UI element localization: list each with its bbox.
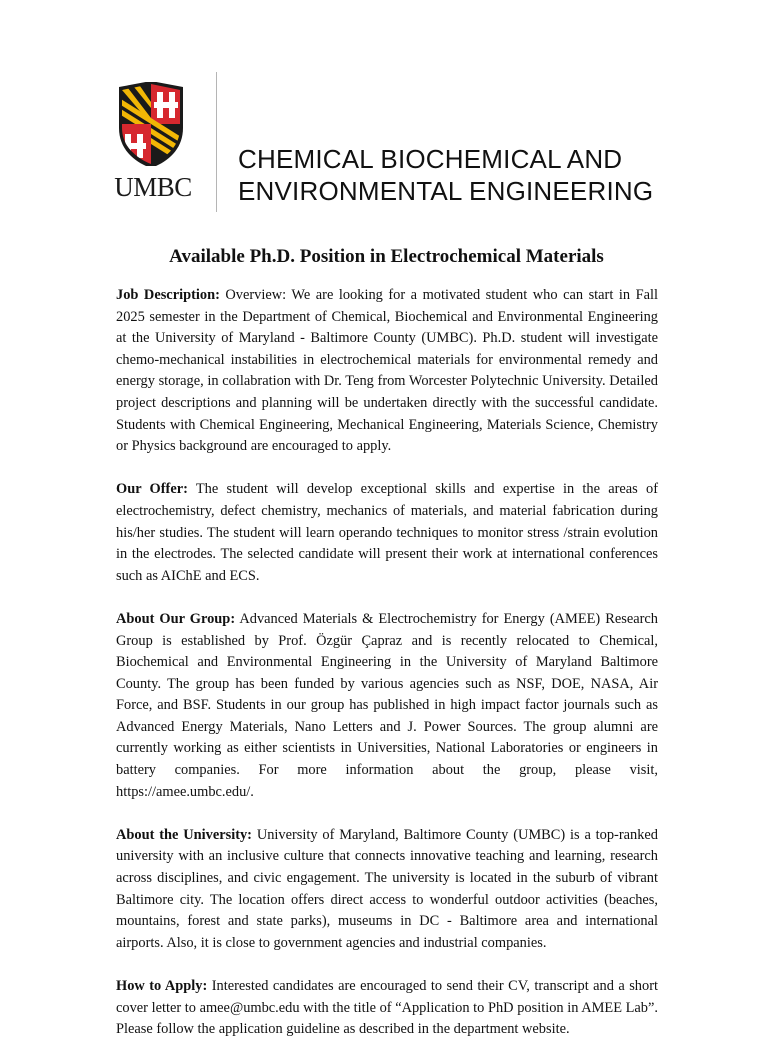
section-heading: About Our Group: [116, 610, 236, 627]
section-heading: Our Offer: [116, 481, 188, 498]
section-text: Interested candidates are encouraged to send their CV, transcript and a short cover letter to amee@umbc.edu with the title of “Application to PhD position in AMEE Lab”. Please follow the application guideline as described in the department website. [116, 978, 658, 1038]
section-how-to-apply [116, 976, 658, 1041]
section-our-offer [116, 479, 658, 587]
umbc-logo [112, 82, 192, 202]
umbc-wordmark: UMBC [114, 172, 192, 202]
header-divider [216, 72, 217, 212]
page-title: Available Ph.D. Position in Electrochemical Materials [169, 246, 604, 267]
section-text: The student will develop exceptional skills and expertise in the areas of electrochemistry, defect chemistry, mechanics of materials, and material fabrication during his/her studies. The student will learn operando techniques to monitor stress /strain evolution in the electrodes. The selected candidate will present their work at international conferences such as AIChE and ECS. [116, 481, 658, 584]
department-line-1: CHEMICAL BIOCHEMICAL AND [238, 144, 623, 174]
section-text: Advanced Materials & Electrochemistry for Energy (AMEE) Research Group is established by Prof. Özgür Çapraz and is recently relocated to Chemical, Biochemical and Environmental Engineering in the University of Maryland Baltimore County. The group has been funded by various agencies such as NSF, DOE, NASA, Air Force, and BSF. Students in our group has published in high impact factor journals such as Advanced Energy Materials, Nano Letters and J. Power Sources. The group alumni are currently working as either scientists in Universities, National Laboratories or engineers in battery companies. For more information about the group, please visit, https://amee.umbc.edu/. [116, 610, 658, 800]
department-line-2: ENVIRONMENTAL ENGINEERING [238, 176, 654, 206]
section-heading: Job Description: [116, 287, 220, 303]
section-about-group [116, 609, 658, 803]
document-body [116, 285, 658, 1062]
section-text: Overview: We are looking for a motivated student who can start in Fall 2025 semester in the Department of Chemical, Biochemical and Environmental Engineering at the University of Maryland - Baltimore County (UMBC). Ph.D. student will investigate chemo-mechanical instabilities in electrochemical materials for environmental remedy and energy storage, in collabration with Dr. Teng from Worcester Polytechnic University. Detailed project descriptions and planning will be undertaken directly with the successful candidate. Students with Chemical Engineering, Mechanical Engineering, Materials Science, Chemistry or Physics background are encouraged to apply. [116, 287, 658, 455]
section-about-university [116, 825, 658, 955]
section-job-description [116, 285, 658, 458]
section-heading: How to Apply: [116, 978, 208, 994]
section-text: University of Maryland, Baltimore County (UMBC) is a top-ranked university with an inclusive culture that connects innovative teaching and learning, research across disciplines, and civic engagement. The university is located in the suburb of vibrant Baltimore city. The location offers direct access to wonderful outdoor activities (beaches, mountains, forest and state parks), museums in DC - Baltimore area and international airports. Also, it is close to government agencies and industrial companies. [116, 826, 658, 951]
department-name [238, 143, 718, 207]
section-heading: About the University: [116, 826, 252, 843]
shield-icon [116, 82, 186, 166]
